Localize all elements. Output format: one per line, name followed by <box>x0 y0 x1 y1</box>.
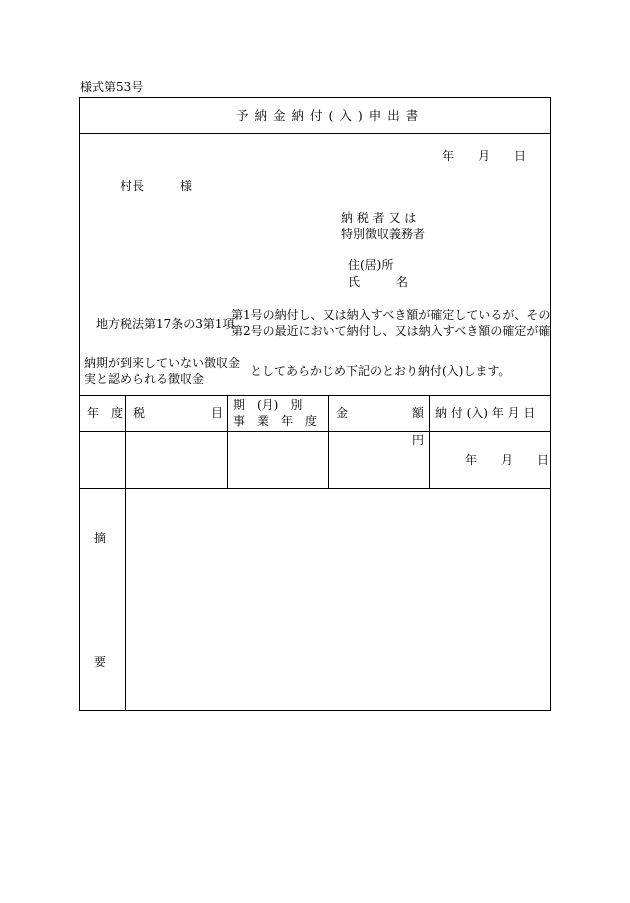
header-amount-item: 額 <box>412 406 425 420</box>
name-label: 氏 名 <box>348 275 409 289</box>
address-label: 住(居)所 <box>348 258 394 272</box>
amount-unit: 円 <box>412 433 425 447</box>
clause-item-2: 第2号の最近において納付し、又は納入すべき額の確定が確 <box>231 324 551 338</box>
payment-date-value: 年 月 日 <box>465 453 550 467</box>
header-payment-date: 納 付 (入) 年 月 日 <box>435 406 536 420</box>
column-divider-3 <box>328 395 329 488</box>
column-divider-2 <box>227 395 228 488</box>
due-type-1: 納期が到来していない徴収金 <box>84 356 241 370</box>
addressee: 村長 様 <box>120 179 193 193</box>
header-tax: 税 <box>133 406 146 420</box>
taxpayer-label-2: 特別徴収義務者 <box>341 227 426 241</box>
remarks-label-1: 摘 <box>94 531 107 545</box>
header-tax-item: 目 <box>211 406 224 420</box>
header-amount: 金 <box>336 406 349 420</box>
header-period-2: 事 業 年 度 <box>233 414 318 428</box>
due-type-2: 実と認められる徴収金 <box>84 372 205 386</box>
remarks-label-2: 要 <box>94 655 107 669</box>
title-divider <box>79 133 551 134</box>
header-period-1: 期 (月) 別 <box>233 398 303 412</box>
row-bottom-line <box>79 488 551 489</box>
header-bottom-line <box>79 431 551 432</box>
taxpayer-label-1: 納 税 者 又 は <box>341 211 417 225</box>
submission-date: 年 月 日 <box>442 149 527 163</box>
header-year: 年 度 <box>87 406 124 420</box>
clause-item-1: 第1号の納付し、又は納入すべき額が確定しているが、その <box>231 308 551 322</box>
form-title: 予納金納付(入)申出書 <box>236 108 425 123</box>
form-number: 様式第53号 <box>80 80 144 94</box>
closing-statement: としてあらかじめ下記のとおり納付(入)します。 <box>250 364 511 378</box>
column-divider-4 <box>429 395 430 488</box>
table-top-line <box>79 395 551 396</box>
column-divider-1 <box>125 395 126 711</box>
law-reference: 地方税法第17条の3第1項 <box>96 317 235 331</box>
